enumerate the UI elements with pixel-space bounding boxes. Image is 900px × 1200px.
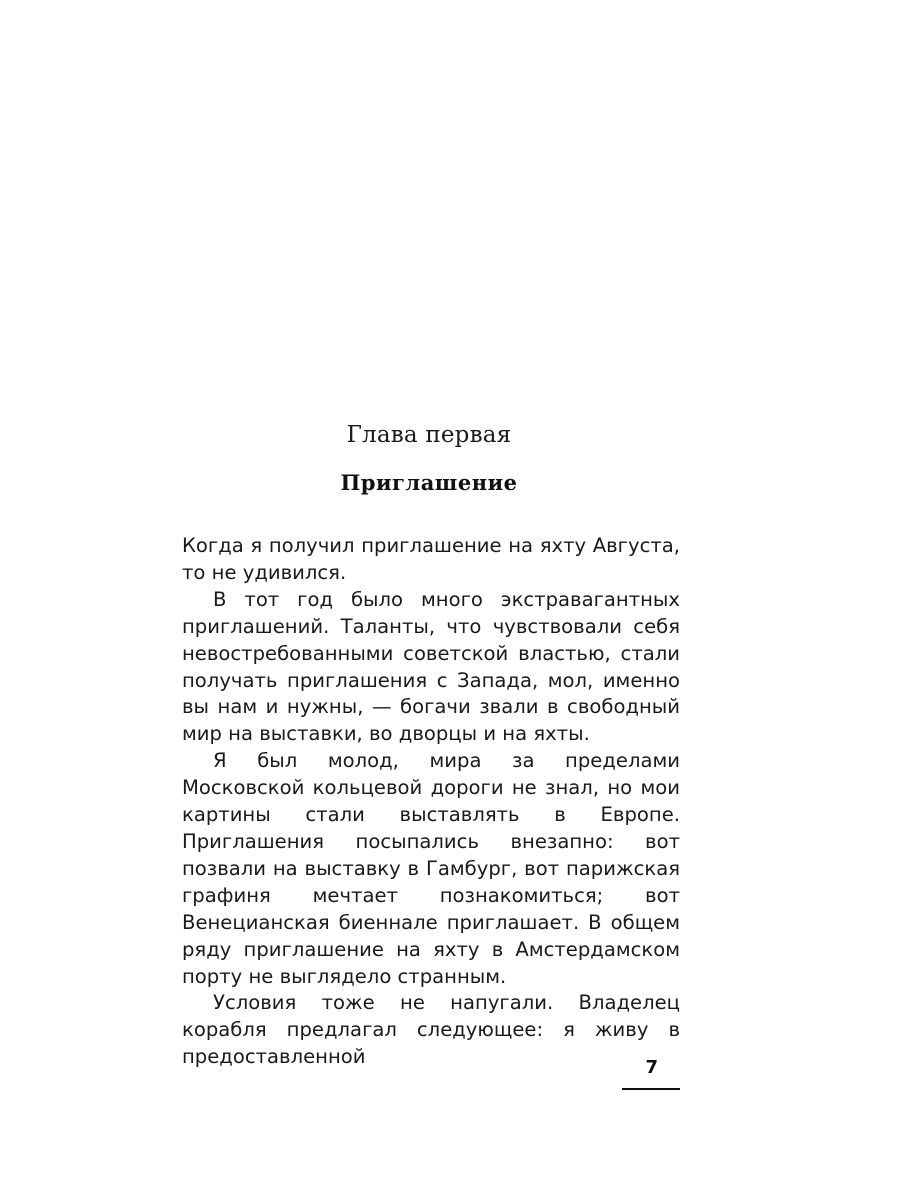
paragraph: Условия тоже не напугали. Владелец корабля предлагал следующее: я живу в предоставленной — [182, 991, 680, 1069]
paragraph: Когда я получил приглашение на яхту Августа, то не удивился. — [182, 534, 680, 584]
body-text — [182, 533, 680, 1071]
page-number-rule — [622, 1088, 680, 1090]
paragraph: Я был молод, мира за пределами Московской кольцевой дороги не знал, но мои картины стали выставлять в Европе. Приглашения посыпались внезапно: вот позвали на выставку в Гамбург, вот парижская графиня мечтает познакомиться; вот Венецианская биеннале приглашает. В общем ряду приглашение на яхту в Амстердамском порту не выглядело странным. — [182, 749, 680, 988]
chapter-label: Глава первая — [346, 422, 512, 448]
paragraph: В тот год было много экстравагантных приглашений. Таланты, что чувствовали себя невостребованными советской властью, стали получать приглашения с Запада, мол, именно вы нам и нужны, — богачи звали в свободный мир на выставки, во дворцы и на яхты. — [182, 587, 680, 746]
page-number: 7 — [645, 1057, 658, 1078]
chapter-title: Приглашение — [340, 470, 518, 495]
